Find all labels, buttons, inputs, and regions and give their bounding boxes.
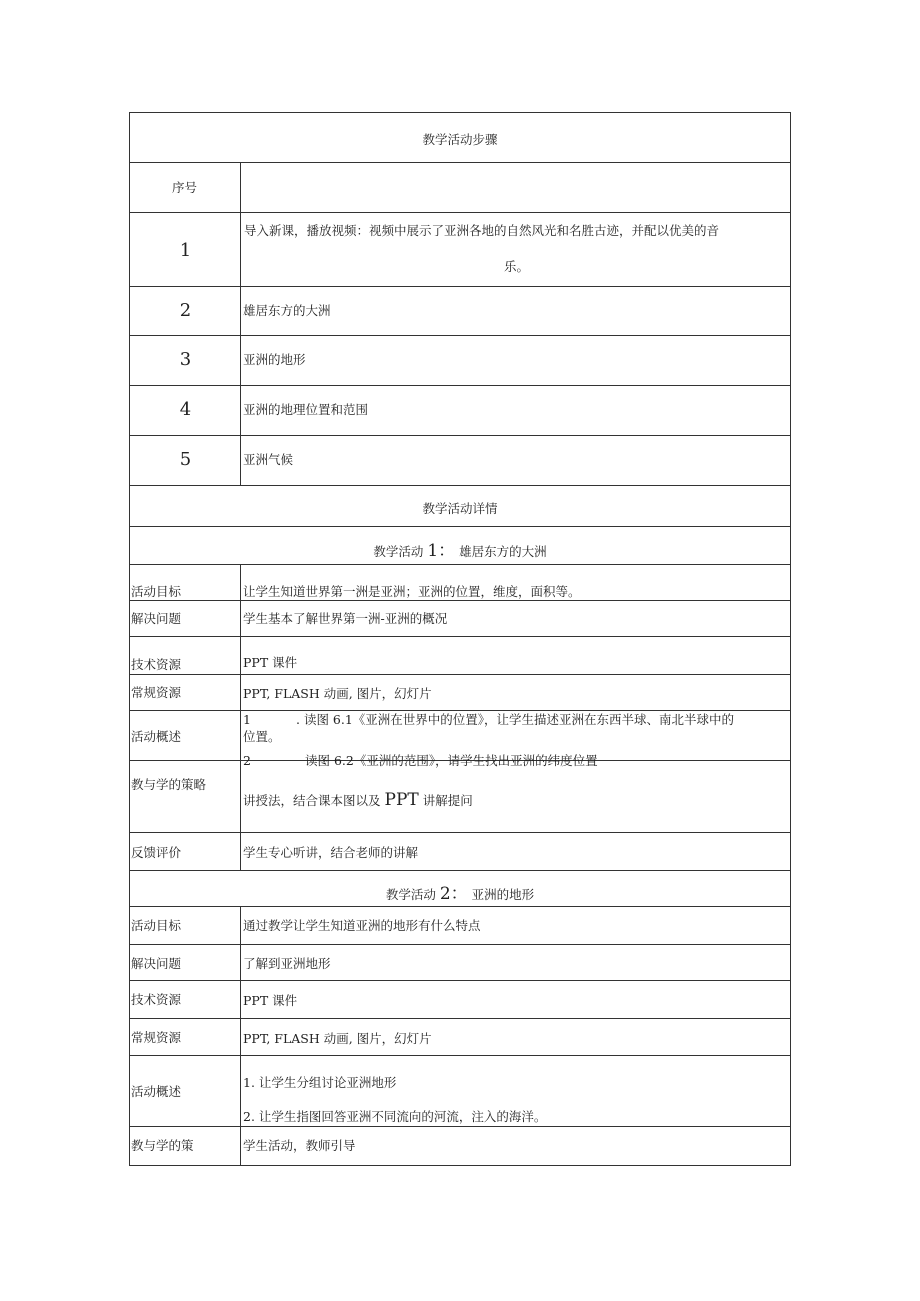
- activity1-overview-row: [130, 711, 790, 768]
- strategy-text: 讲授法，结合课本图以及 PPT 讲解提问: [243, 790, 473, 810]
- overview-num1: 1: [243, 712, 251, 727]
- activity1-strategy-row: [130, 761, 790, 833]
- steps-header-row: [130, 113, 790, 163]
- details-header-row: [130, 486, 790, 527]
- seq-header-row: [130, 163, 790, 213]
- step-row-3: [130, 336, 790, 386]
- feedback-text: 学生专心听讲，结合老师的讲解: [243, 845, 419, 860]
- step-number: 1: [179, 240, 192, 261]
- tech-text: PPT 课件: [243, 993, 298, 1008]
- step-row-1: [130, 213, 790, 287]
- step-number: 5: [179, 449, 192, 470]
- step-text-line1: 导入新课，播放视频：视频中展示了亚洲各地的自然风光和名胜古迹，并配以优美的音: [244, 223, 720, 238]
- step-text: 雄居东方的大洲: [243, 303, 331, 318]
- problem-text: 学生基本了解世界第一洲-亚洲的概况: [243, 611, 448, 626]
- goal-text: 让学生知道世界第一洲是亚洲；亚洲的位置，维度，面积等。: [243, 584, 581, 599]
- step-number: 4: [179, 399, 192, 420]
- overview-item2: 2. 让学生指图回答亚洲不同流向的河流，注入的海洋。: [243, 1109, 547, 1124]
- steps-header: 教学活动步骤: [422, 132, 498, 147]
- activity2-title-row: [130, 871, 790, 907]
- activity2-tech-row: [130, 981, 790, 1019]
- activity2-goal-row: [130, 907, 790, 945]
- details-header: 教学活动详情: [422, 501, 498, 516]
- step-row-4: [130, 386, 790, 436]
- activity1-feedback-row: [130, 833, 790, 871]
- activity1-problem-row: [130, 601, 790, 637]
- lesson-table: [129, 112, 791, 1166]
- regular-text: PPT, FLASH 动画, 图片，幻灯片: [243, 686, 432, 701]
- overview-line1b: 位置。: [243, 729, 281, 744]
- activity2-overview-row: [130, 1056, 790, 1127]
- goal-label: 活动目标: [131, 584, 182, 599]
- step-row-2: [130, 287, 790, 336]
- activity2-strategy-row: [130, 1127, 790, 1165]
- activity1-goal-row: [130, 565, 790, 601]
- goal-text: 通过教学让学生知道亚洲的地形有什么特点: [243, 918, 481, 933]
- activity2-regular-row: [130, 1019, 790, 1056]
- step-text-line2: 乐。: [504, 259, 530, 274]
- step-text: 亚洲气候: [243, 452, 294, 467]
- goal-label: 活动目标: [131, 918, 182, 933]
- step-text: 亚洲的地理位置和范围: [243, 402, 369, 417]
- feedback-label: 反馈评价: [131, 845, 182, 860]
- step-number: 3: [179, 349, 192, 370]
- activity1-title-row: [130, 527, 790, 565]
- step-text: 亚洲的地形: [243, 352, 306, 367]
- step-row-5: [130, 436, 790, 486]
- overview-line2: 读图 6.2《亚洲的范围》，请学生找出亚洲的纬度位置: [305, 753, 598, 768]
- tech-text: PPT 课件: [243, 655, 298, 670]
- activity2-problem-row: [130, 945, 790, 981]
- activity1-regular-row: [130, 675, 790, 711]
- activity1-tech-row: [130, 637, 790, 675]
- overview-num2: 2: [243, 753, 251, 768]
- overview-label: 活动概述: [131, 1084, 182, 1099]
- overview-item1: 1. 让学生分组讨论亚洲地形: [243, 1075, 397, 1090]
- tech-label: 技术资源: [131, 992, 182, 1007]
- strategy-label: 教与学的策略: [131, 777, 207, 792]
- overview-line1: . 读图 6.1《亚洲在世界中的位置》，让学生描述亚洲在东西半球、南北半球中的: [296, 712, 735, 727]
- activity1-title: 教学活动 1： 雄居东方的大洲: [373, 541, 547, 561]
- regular-text: PPT, FLASH 动画, 图片，幻灯片: [243, 1031, 432, 1046]
- problem-text: 了解到亚洲地形: [243, 956, 331, 971]
- strategy-text: 学生活动，教师引导: [243, 1138, 356, 1153]
- problem-label: 解决问题: [131, 956, 182, 971]
- tech-label: 技术资源: [131, 657, 182, 672]
- problem-label: 解决问题: [131, 611, 182, 626]
- strategy-label: 教与学的策: [131, 1138, 194, 1153]
- regular-label: 常规资源: [131, 685, 182, 700]
- regular-label: 常规资源: [131, 1030, 182, 1045]
- step-number: 2: [179, 300, 192, 321]
- overview-label: 活动概述: [131, 729, 182, 744]
- activity2-title: 教学活动 2： 亚洲的地形: [385, 884, 535, 904]
- seq-label: 序号: [172, 180, 198, 195]
